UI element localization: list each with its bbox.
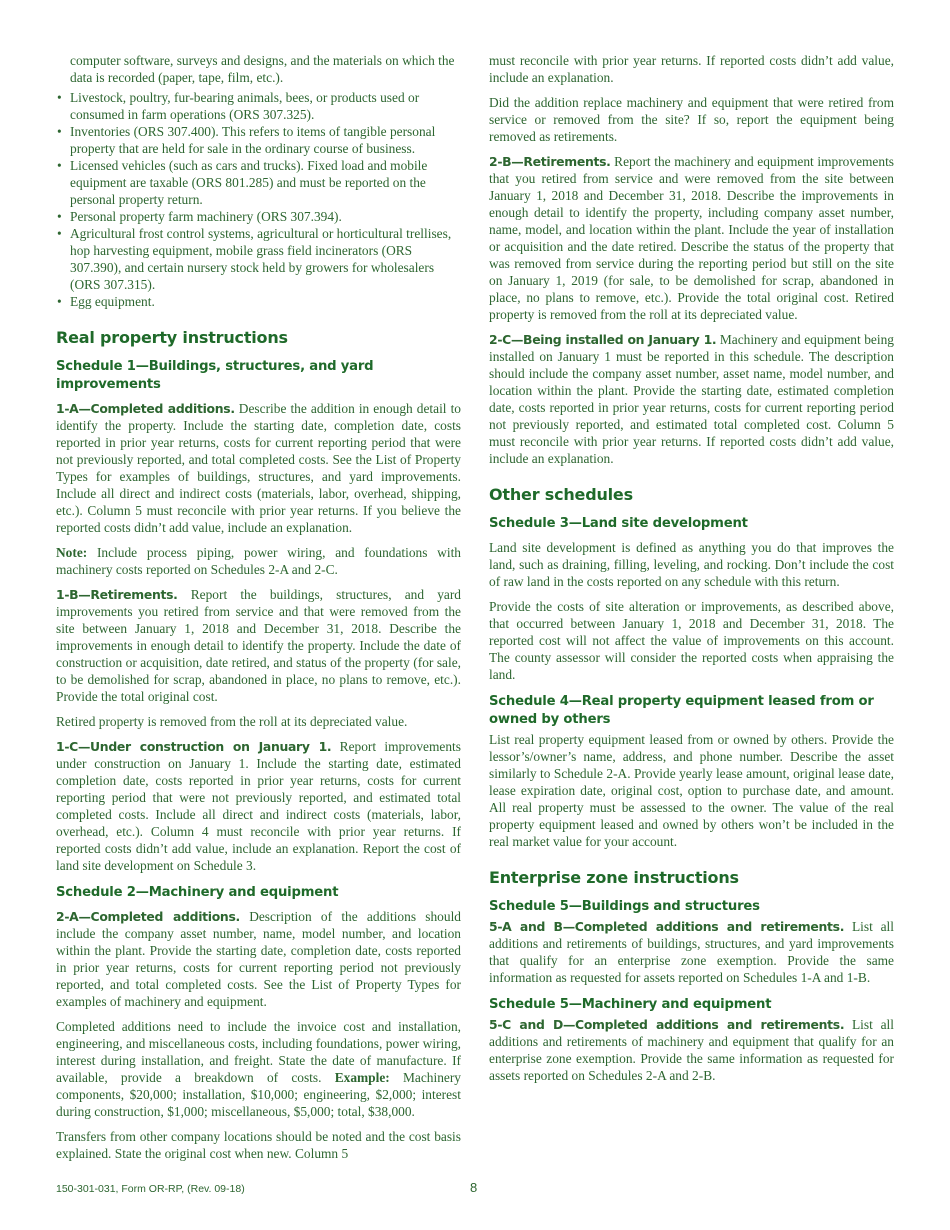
run-in-label: 2-A—Completed additions. bbox=[56, 909, 240, 924]
schedule-4-heading: Schedule 4—Real property equipment leased from or owned by others bbox=[489, 694, 874, 727]
paragraph-text: List all additions and retirements of machinery and equipment that qualify for an enterprise zone exemption. Provide the same information as requested for assets reported on Schedules 2-A and 2-B. bbox=[489, 1017, 894, 1083]
paragraph-text: Report the machinery and equipment improvements that you retired from service and were removed from the site between January 1, 2018 and December 31, 2018. Describe the improvements in enough detail to identify the property, including company asset number, name, model, and location within the plant. Include the year of installation or acquisition and the date retired. Describe the status of the property that was removed from service during the reporting period but still on the site on January 1, 2019 (for sale, to be demolished for scrap, abandoned in place, no plans to remove, etc.). Provide the total original cost. Retired property is removed from the roll at its depreciated value. bbox=[489, 154, 894, 322]
paragraph-2a bbox=[56, 908, 461, 1010]
paragraph-text: Machinery and equipment being installed on January 1 must be reported in this schedule. The description should include the company asset number, asset name, model number, and location within the plant. Provide the starting date, estimated completion date, costs reported in prior year returns, costs for current reporting period not previously reported, and estimated total completed cost. Column 5 must reconcile with prior year returns. If reported costs didn’t add value, include an explanation. bbox=[489, 332, 894, 466]
paragraph-3a: Land site development is defined as anything you do that improves the land, such as draining, filling, leveling, and rocking. Don’t include the cost of raw land in the costs reported on any schedule with this return. bbox=[489, 540, 894, 589]
run-in-label: 1-B—Retirements. bbox=[56, 587, 178, 602]
run-in-label: 2-C—Being installed on January 1. bbox=[489, 332, 717, 347]
paragraph-1a bbox=[56, 400, 461, 536]
schedule-2-heading: Schedule 2—Machinery and equipment bbox=[56, 885, 339, 900]
run-in-label: 5-C and D—Completed additions and retirements. bbox=[489, 1017, 845, 1032]
form-identifier: 150-301-031, Form OR-RP, (Rev. 09-18) bbox=[56, 1183, 245, 1195]
paragraph-text: Report improvements under construction on January 1. Include the starting date, estimated completion date, costs reported in prior year returns, costs for current reporting period that were not previously reported, and estimated total completed costs. Include all direct and indirect costs (materials, labor, overhead, etc.). Column 4 must reconcile with prior year returns. If reported costs didn’t add value, include an explanation. Report the cost of land site development on Schedule 3. bbox=[56, 739, 461, 873]
example-label: Example: bbox=[334, 1070, 390, 1085]
paragraph-replacement: Did the addition replace machinery and equipment that were retired from service or removed from the site? If so, report the equipment being removed as retirements. bbox=[489, 95, 894, 144]
paragraph-completed-additions bbox=[56, 1018, 461, 1120]
paragraph-transfers: Transfers from other company locations should be noted and the cost basis explained. State the original cost when new. Column 5 bbox=[56, 1129, 461, 1161]
paragraph-text: Completed additions need to include the invoice cost and installation, engineering, and miscellaneous costs, including foundations, power wiring, interest during installation, and freight. State the date of manufacture. If available, provide a breakdown of costs. bbox=[56, 1019, 461, 1085]
schedule-5-buildings-heading: Schedule 5—Buildings and structures bbox=[489, 899, 760, 914]
paragraph-text: Describe the addition in enough detail to identify the property. Include the starting date, completion date, costs reported in prior year returns, costs for current reporting period that were not previously reported, and total completed costs. See the List of Property Types for examples of buildings, structures, and yard improvements. Include all direct and indirect costs (materials, labor, overhead, shipping, etc.). Column 5 must reconcile with prior year returns. If you believe the reported costs didn’t add value, include an explanation. bbox=[56, 401, 461, 535]
paragraph-text: Machinery components, $20,000; installation, $10,000; engineering, $2,000; interest during construction, $1,000; miscellaneous, $5,000; total, $38,000. bbox=[56, 1070, 461, 1119]
run-in-label: 2-B—Retirements. bbox=[489, 154, 611, 169]
list-item: • Livestock, poultry, fur-bearing animals, bees, or products used or consumed in farm operations (ORS 307.325). bbox=[56, 89, 461, 123]
list-item: • Personal property farm machinery (ORS 307.394). bbox=[56, 208, 461, 225]
paragraph-text: Include process piping, power wiring, and foundations with machinery costs reported on Schedules 2-A and 2-C. bbox=[56, 545, 461, 577]
schedule-3-heading: Schedule 3—Land site development bbox=[489, 516, 748, 531]
paragraph-5cd bbox=[489, 1016, 894, 1084]
left-column bbox=[56, 52, 461, 1170]
run-in-label: 1-A—Completed additions. bbox=[56, 401, 235, 416]
paragraph-1b bbox=[56, 586, 461, 705]
list-item: • Egg equipment. bbox=[56, 293, 461, 310]
section-heading-real-property: Real property instructions bbox=[56, 328, 288, 347]
paragraph-text: List all additions and retirements of buildings, structures, and yard improvements that qualify for an enterprise zone exemption. Provide the same information as requested for assets reported on Schedules 1-A and 1-B. bbox=[489, 919, 894, 985]
run-in-label: 1-C—Under construction on January 1. bbox=[56, 739, 332, 754]
paragraph-4: List real property equipment leased from or owned by others. Provide the lessor’s/owner’s name, address, and phone number. Describe the asset similarly to Schedule 2-A. Provide yearly lease amount, original lease date, lease expiration date, original cost, option to purchase date, and amount. All real property must be assessed to the owner. The value of the real property equipment leased and owned by others won’t be included in the real market value for your account. bbox=[489, 732, 894, 849]
paragraph-2c bbox=[489, 331, 894, 467]
list-item: • Inventories (ORS 307.400). This refers to items of tangible personal property that are held for sale in the ordinary course of business. bbox=[56, 123, 461, 157]
paragraph-5ab bbox=[489, 918, 894, 986]
section-heading-other-schedules: Other schedules bbox=[489, 485, 633, 504]
paragraph-3b: Provide the costs of site alteration or improvements, as described above, that occurred between January 1, 2018 and December 31, 2018. The reported cost will not affect the value of improvements on this account. The county assessor will consider the reported costs when appraising the land. bbox=[489, 599, 894, 682]
paragraph-text: Report the buildings, structures, and yard improvements you retired from service and that were removed from the site between January 1, 2018 and December 31, 2018. Describe the improvements in enough detail to identify the property. Include the date of construction or acquisition, date retired, and status of the property (for sale, to be demolished for scrap, abandoned in place, no plans to remove, etc.). Provide the total original cost. bbox=[56, 587, 461, 704]
paragraph-retired: Retired property is removed from the roll at its depreciated value. bbox=[56, 714, 408, 729]
paragraph-2b bbox=[489, 153, 894, 323]
paragraph-text: Description of the additions should include the company asset number, name, model number, and location within the plant. Provide the starting date, completion date, costs reported in prior year returns, costs for current reporting period not previously reported, and total completed costs. See the List of Property Types for examples of machinery and equipment. bbox=[56, 909, 461, 1009]
run-in-label: 5-A and B—Completed additions and retirements. bbox=[489, 919, 845, 934]
continued-bullet-text: computer software, surveys and designs, and the materials on which the data is recorded (paper, tape, film, etc.). bbox=[70, 53, 455, 85]
schedule-5-machinery-heading: Schedule 5—Machinery and equipment bbox=[489, 997, 772, 1012]
page-number: 8 bbox=[470, 1180, 478, 1195]
paragraph-1c bbox=[56, 738, 461, 874]
list-item: • Agricultural frost control systems, agricultural or horticultural trellises, hop harvesting equipment, mobile grass field incinerators (ORS 307.390), and certain nursery stock held by growers for wholesalers (ORS 307.315). bbox=[56, 225, 461, 293]
right-column bbox=[489, 52, 894, 1092]
exempt-property-list bbox=[56, 89, 461, 310]
schedule-1-heading: Schedule 1—Buildings, structures, and yard improvements bbox=[56, 359, 374, 392]
note-paragraph bbox=[56, 544, 461, 578]
list-item: • Licensed vehicles (such as cars and trucks). Fixed load and mobile equipment are taxable (ORS 801.285) and must be reported on the personal property return. bbox=[56, 157, 461, 208]
section-heading-enterprise-zone: Enterprise zone instructions bbox=[489, 868, 739, 887]
paragraph-continued: must reconcile with prior year returns. If reported costs didn’t add value, include an explanation. bbox=[489, 53, 894, 85]
note-label: Note: bbox=[56, 545, 88, 560]
